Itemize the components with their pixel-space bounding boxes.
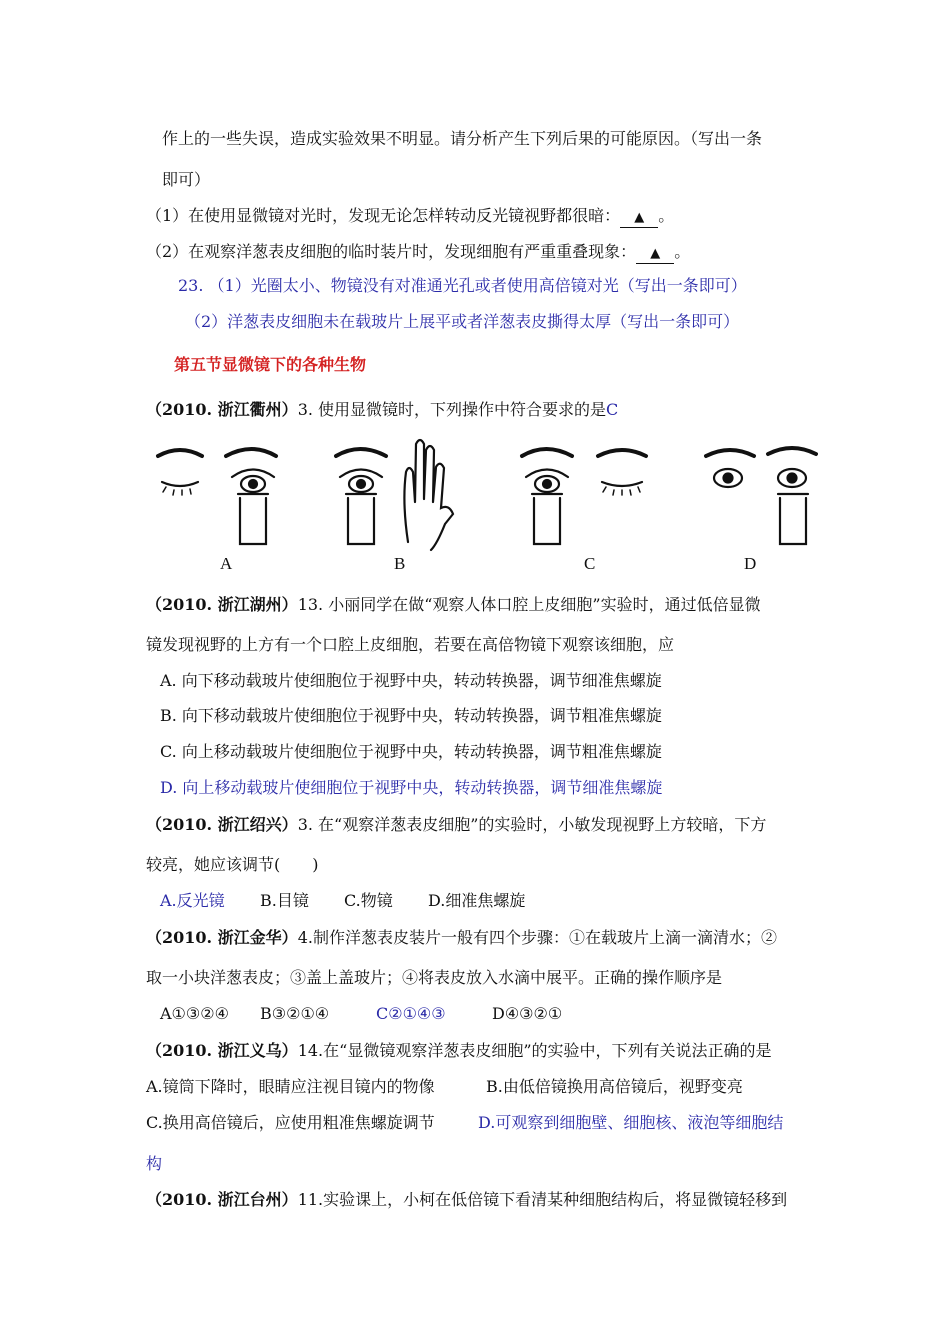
triangle-icon: ▲ <box>634 210 645 225</box>
question-huzhou <box>146 595 761 615</box>
option-c-answer: C②①④③ <box>376 1004 446 1023</box>
answer-line: 23. （1）光圈太小、物镜没有对准通光孔或者使用高倍镜对光（写出一条即可） <box>178 276 747 295</box>
text-line: 即可） <box>162 170 211 189</box>
question-jinhua <box>146 928 777 948</box>
figure-label-c: C <box>584 554 596 573</box>
question-end: 。 <box>674 242 691 261</box>
section-title: 第五节显微镜下的各种生物 <box>174 355 367 374</box>
question-taizhou <box>146 1190 787 1210</box>
question-text: 11.实验课上，小柯在低倍镜下看清某种细胞结构后，将显微镜轻移到 <box>297 1190 788 1209</box>
question-text: 4.制作洋葱表皮装片一般有四个步骤：①在载玻片上滴一滴清水；② <box>297 928 777 947</box>
option-d-answer: D.可观察到细胞壁、细胞核、液泡等细胞结 <box>478 1113 784 1132</box>
option-b: B.由低倍镜换用高倍镜后，视野变亮 <box>486 1077 743 1096</box>
source-label: （2010. 浙江绍兴） <box>146 815 298 834</box>
option-d-answer: D. 向上移动载玻片使细胞位于视野中央，转动转换器，调节细准焦螺旋 <box>160 778 663 797</box>
option-a-answer: A.反光镜 <box>160 891 225 910</box>
options-row <box>160 1004 562 1024</box>
option-c: C. 向上移动载玻片使细胞位于视野中央，转动转换器，调节粗准焦螺旋 <box>160 742 662 761</box>
text-line: 取一小块洋葱表皮；③盖上盖玻片；④将表皮放入水滴中展平。正确的操作顺序是 <box>146 968 723 987</box>
question-text: 14.在“显微镜观察洋葱表皮细胞”的实验中，下列有关说法正确的是 <box>297 1041 772 1060</box>
question-text: 3. 在“观察洋葱表皮细胞”的实验时，小敏发现视野上方较暗，下方 <box>297 815 767 834</box>
text-line: 较亮，她应该调节( ) <box>146 855 319 874</box>
text-line: 作上的一些失误，造成实验效果不明显。请分析产生下列后果的可能原因。（写出一条 <box>162 129 763 148</box>
microscope-eyes-figure <box>150 432 818 578</box>
question-2 <box>146 242 690 264</box>
source-label: （2010. 浙江湖州） <box>146 595 298 614</box>
text-line: 镜发现视野的上方有一个口腔上皮细胞，若要在高倍物镜下观察该细胞，应 <box>146 635 675 654</box>
option-d: D④③②① <box>492 1004 563 1023</box>
question-1 <box>146 206 674 228</box>
triangle-icon: ▲ <box>650 246 661 261</box>
question-text: （2）在观察洋葱表皮细胞的临时装片时，发现细胞有严重重叠现象： <box>146 242 637 261</box>
option-b: B.目镜 <box>260 891 309 910</box>
source-label: （2010. 浙江衢州） <box>146 400 298 419</box>
option-a: A. 向下移动载玻片使细胞位于视野中央，转动转换器，调节细准焦螺旋 <box>160 671 662 690</box>
question-quzhou <box>146 400 618 420</box>
question-text: （1）在使用显微镜对光时，发现无论怎样转动反光镜视野都很暗： <box>146 206 621 225</box>
source-label: （2010. 浙江金华） <box>146 928 298 947</box>
option-b: B. 向下移动载玻片使细胞位于视野中央，转动转换器，调节粗准焦螺旋 <box>160 706 662 725</box>
figure-drawing <box>150 432 818 578</box>
figure-label-a: A <box>220 554 233 573</box>
answer-line: （2）洋葱表皮细胞未在载玻片上展平或者洋葱表皮撕得太厚（写出一条即可） <box>185 312 740 331</box>
option-a: A.镜筒下降时，眼睛应注视目镜内的物像 <box>146 1077 435 1096</box>
option-b: B③②①④ <box>260 1004 330 1023</box>
option-d-continued: 构 <box>146 1154 163 1173</box>
question-text: 3. 使用显微镜时，下列操作中符合要求的是 <box>297 400 607 419</box>
options-row <box>160 891 525 911</box>
option-c: C.换用高倍镜后，应使用粗准焦螺旋调节 <box>146 1113 435 1132</box>
option-d: D.细准焦螺旋 <box>428 891 526 910</box>
options-row <box>146 1113 783 1133</box>
answer-blank <box>620 207 658 228</box>
answer: C <box>606 400 619 419</box>
question-shaoxing <box>146 815 766 835</box>
question-end: 。 <box>658 206 675 225</box>
question-yiwu <box>146 1041 772 1061</box>
options-row <box>146 1077 743 1097</box>
figure-label-d: D <box>744 554 757 573</box>
question-text: 13. 小丽同学在做“观察人体口腔上皮细胞”实验时，通过低倍显微 <box>297 595 761 614</box>
answer-blank <box>636 243 674 264</box>
option-a: A①③②④ <box>160 1004 229 1023</box>
option-c: C.物镜 <box>344 891 393 910</box>
figure-label-b: B <box>394 554 406 573</box>
source-label: （2010. 浙江义乌） <box>146 1041 298 1060</box>
source-label: （2010. 浙江台州） <box>146 1190 298 1209</box>
